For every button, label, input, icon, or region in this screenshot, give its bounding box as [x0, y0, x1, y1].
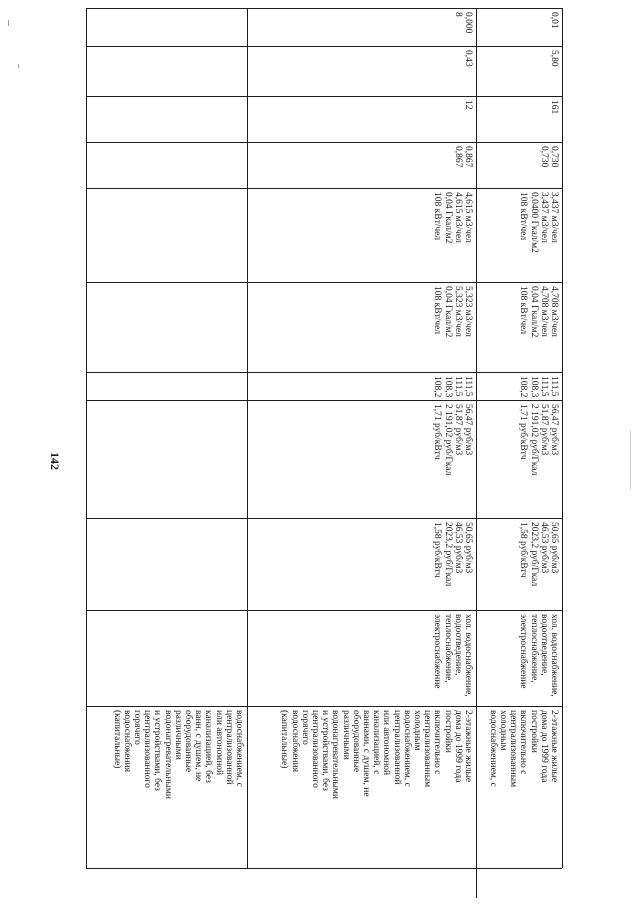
- row-2-col1-line: холодным: [498, 710, 508, 751]
- row-1-col1-line: водоснабжения: [289, 710, 300, 773]
- row-0-col1-line: водоснабжения: [121, 710, 132, 773]
- row-2-col5-line: 108,2: [518, 376, 529, 398]
- row-2-col5-line: 108,3: [528, 376, 539, 398]
- row-1-col1-line: водонагревательными: [330, 710, 341, 799]
- row-1-col3-line: 1,58 руб/кВтч: [432, 522, 443, 578]
- row-1-col1-line: централизованной: [391, 710, 402, 785]
- row-2-col9-line: 161: [549, 100, 559, 115]
- row-1-col1-line: дома до 1999 года: [452, 710, 463, 783]
- row-1-col7-line: 4,615 м3/чел: [452, 192, 463, 243]
- column-separator: [86, 400, 562, 401]
- column-separator: [86, 706, 562, 707]
- row-2-col2-line: водоотведение,: [538, 614, 549, 676]
- row-1-col6-line: 5,323 м3/чел: [463, 286, 473, 337]
- row-1-col4-line: 56,47 руб/м3: [463, 404, 473, 456]
- row-1-col6-line: 108 кВт/чел: [432, 286, 443, 335]
- scan-speck: [630, 430, 631, 490]
- row-2-col3-line: 46,53 руб/м3: [538, 522, 549, 574]
- row-1-col1-line: ваннами, с душем, не: [361, 710, 371, 797]
- row-2-col4-line: 51,87 руб/м3: [538, 404, 549, 456]
- row-0-col1-line: различными: [172, 710, 183, 760]
- row-separator: [476, 8, 477, 868]
- row-2-col1-line: включительно с: [518, 710, 529, 775]
- row-1-col7-line: 108 кВт/чел: [432, 192, 443, 241]
- row-2-col2-line: хол. водоснабжение,: [549, 614, 559, 697]
- column-separator: [86, 188, 562, 189]
- row-1-col1-line: 2-этажные жилые: [463, 710, 473, 783]
- row-1-col1-line: постройки: [442, 710, 453, 753]
- row-1-col1-line: оборудованные: [350, 710, 361, 773]
- row-2-col1-line: 2-этажные жилые: [549, 710, 559, 783]
- column-separator: [86, 372, 562, 373]
- row-1-col2-line: теплоснабжение,: [442, 614, 453, 683]
- row-1-col5-line: 111,5: [463, 376, 473, 397]
- row-1-col1-line: включительно с: [432, 710, 443, 775]
- row-1-col4-line: 2 191,02 руб/Гкал: [442, 404, 453, 476]
- row-1-col1-line: и устройствами, без: [320, 710, 331, 791]
- column-separator: [86, 142, 562, 143]
- row-2-col6-line: 4,708 м3/чел: [538, 286, 549, 337]
- column-separator: [86, 96, 562, 97]
- row-1-col8-line: 0,867: [452, 146, 463, 168]
- row-2-col7-line: 108 кВт/чел: [518, 192, 529, 241]
- row-2-col4-line: 1,71 руб/кВтч: [518, 404, 529, 460]
- row-1-col1-line: или автономной: [381, 710, 392, 776]
- row-0-col1-line: оборудованные: [183, 710, 193, 773]
- row-2-col3-line: 1,58 руб/кВтч: [518, 522, 529, 578]
- row-2-col10-line: 5,80: [549, 50, 559, 67]
- row-2-col2-line: электроснабжение: [518, 614, 529, 689]
- row-2-col1-line: водоснабжением, с: [487, 710, 498, 787]
- scan-speck: [8, 20, 9, 26]
- row-1-col1-line: централизованным: [422, 710, 433, 788]
- page-number: 142: [48, 452, 62, 470]
- row-1-col1-line: водоснабжением, с: [401, 710, 412, 787]
- row-1-col10-line: 0,43: [463, 50, 473, 67]
- row-0-col1-line: централизованного: [142, 710, 153, 788]
- row-2-col8-line: 0,730: [549, 146, 559, 168]
- scan-speck: [18, 64, 19, 68]
- row-2-col7-line: 0,0400 Гкал/м2: [528, 192, 539, 253]
- row-1-col1-line: горячего: [299, 710, 310, 745]
- row-1-col11-line: 8: [452, 12, 463, 17]
- row-1-col5-line: 108,3: [442, 376, 453, 398]
- row-1-col6-line: 0,04 Гкал/м2: [442, 286, 453, 338]
- row-0-col1-line: горячего: [132, 710, 142, 745]
- row-1-col7-line: 0,04 Гкал/м2: [442, 192, 453, 244]
- row-0-col1-line: водонагревательными: [162, 710, 173, 799]
- row-1-col5-line: 108,2: [432, 376, 443, 398]
- row-2-col1-line: дома до 1999 года: [538, 710, 549, 783]
- row-2-col6-line: 0,04 Гкал/м2: [528, 286, 539, 338]
- column-separator: [86, 282, 562, 283]
- row-2-col5-line: 111,5: [538, 376, 549, 397]
- row-1-col9-line: 12: [463, 100, 473, 110]
- row-1-col2-line: хол. водоснабжение,: [463, 614, 473, 697]
- row-0-col1-line: канализацией, без: [203, 710, 214, 783]
- row-1-col5-line: 111,5: [452, 376, 463, 397]
- row-2-col3-line: 50,65 руб/м3: [549, 522, 559, 574]
- row-0-col1-line: ванн, с душем, не: [193, 710, 204, 782]
- column-separator: [86, 518, 562, 519]
- row-2-col2-line: теплоснабжение,: [528, 614, 539, 683]
- row-1-col1-line: (капитальные): [279, 710, 290, 769]
- row-separator: [247, 8, 248, 868]
- row-2-col7-line: 3,437 м3/чел: [549, 192, 559, 243]
- row-2-col11-line: 0,01: [549, 12, 559, 29]
- row-1-col1-line: холодным: [412, 710, 422, 751]
- row-0-col1-line: или автономной: [213, 710, 224, 776]
- row-1-col2-line: электроснабжение: [432, 614, 443, 689]
- row-1-col4-line: 1,71 руб/кВтч: [432, 404, 443, 460]
- row-2-col8-line: 0,730: [538, 146, 549, 168]
- row-2-col6-line: 108 кВт/чел: [518, 286, 529, 335]
- row-1-col3-line: 2023,2 руб/Гкал: [442, 522, 453, 587]
- table-border-top: [86, 8, 562, 9]
- row-0-col1-line: водоснабжением, с: [234, 710, 244, 787]
- row-1-col7-line: 4,615 м3/чел: [463, 192, 473, 243]
- column-separator: [86, 46, 562, 47]
- row-0-col1-line: (капитальные): [111, 710, 122, 769]
- row-1-col8-line: 0,867: [463, 146, 473, 168]
- row-2-col5-line: 111,5: [549, 376, 559, 397]
- table-border-left: [86, 8, 87, 868]
- row-2-col1-line: централизованным: [508, 710, 519, 788]
- row-2-col4-line: 2 191,02 руб/Гкал: [528, 404, 539, 476]
- row-1-col4-line: 51,87 руб/м3: [452, 404, 463, 456]
- row-2-col1-line: постройки: [528, 710, 539, 753]
- column-separator: [86, 610, 562, 611]
- row-0-col1-line: и устройствами, без: [152, 710, 163, 791]
- row-2-col6-line: 4,708 м3/чел: [549, 286, 559, 337]
- row-0-col1-line: централизованной: [223, 710, 234, 785]
- table-border-right: [562, 8, 563, 868]
- row-1-col3-line: 46,53 руб/м3: [452, 522, 463, 574]
- row-1-col1-line: канализацией, с: [371, 710, 382, 775]
- row-1-col1-line: централизованного: [310, 710, 320, 788]
- row-1-col2-line: водоотведение,: [452, 614, 463, 676]
- row-2-col7-line: 3,437 м3/чел: [538, 192, 549, 243]
- row-2-col4-line: 56,47 руб/м3: [549, 404, 559, 456]
- row-2-col3-line: 2023,2 руб/Гкал: [528, 522, 539, 587]
- table-border-bottom: [86, 868, 562, 869]
- row-1-col6-line: 5,323 м3/чел: [452, 286, 463, 337]
- row-1-col1-line: различными: [340, 710, 351, 760]
- row-separator-continuation: [476, 868, 477, 898]
- row-1-col11-line: 0,000: [463, 12, 473, 34]
- row-1-col3-line: 50,65 руб/м3: [463, 522, 473, 574]
